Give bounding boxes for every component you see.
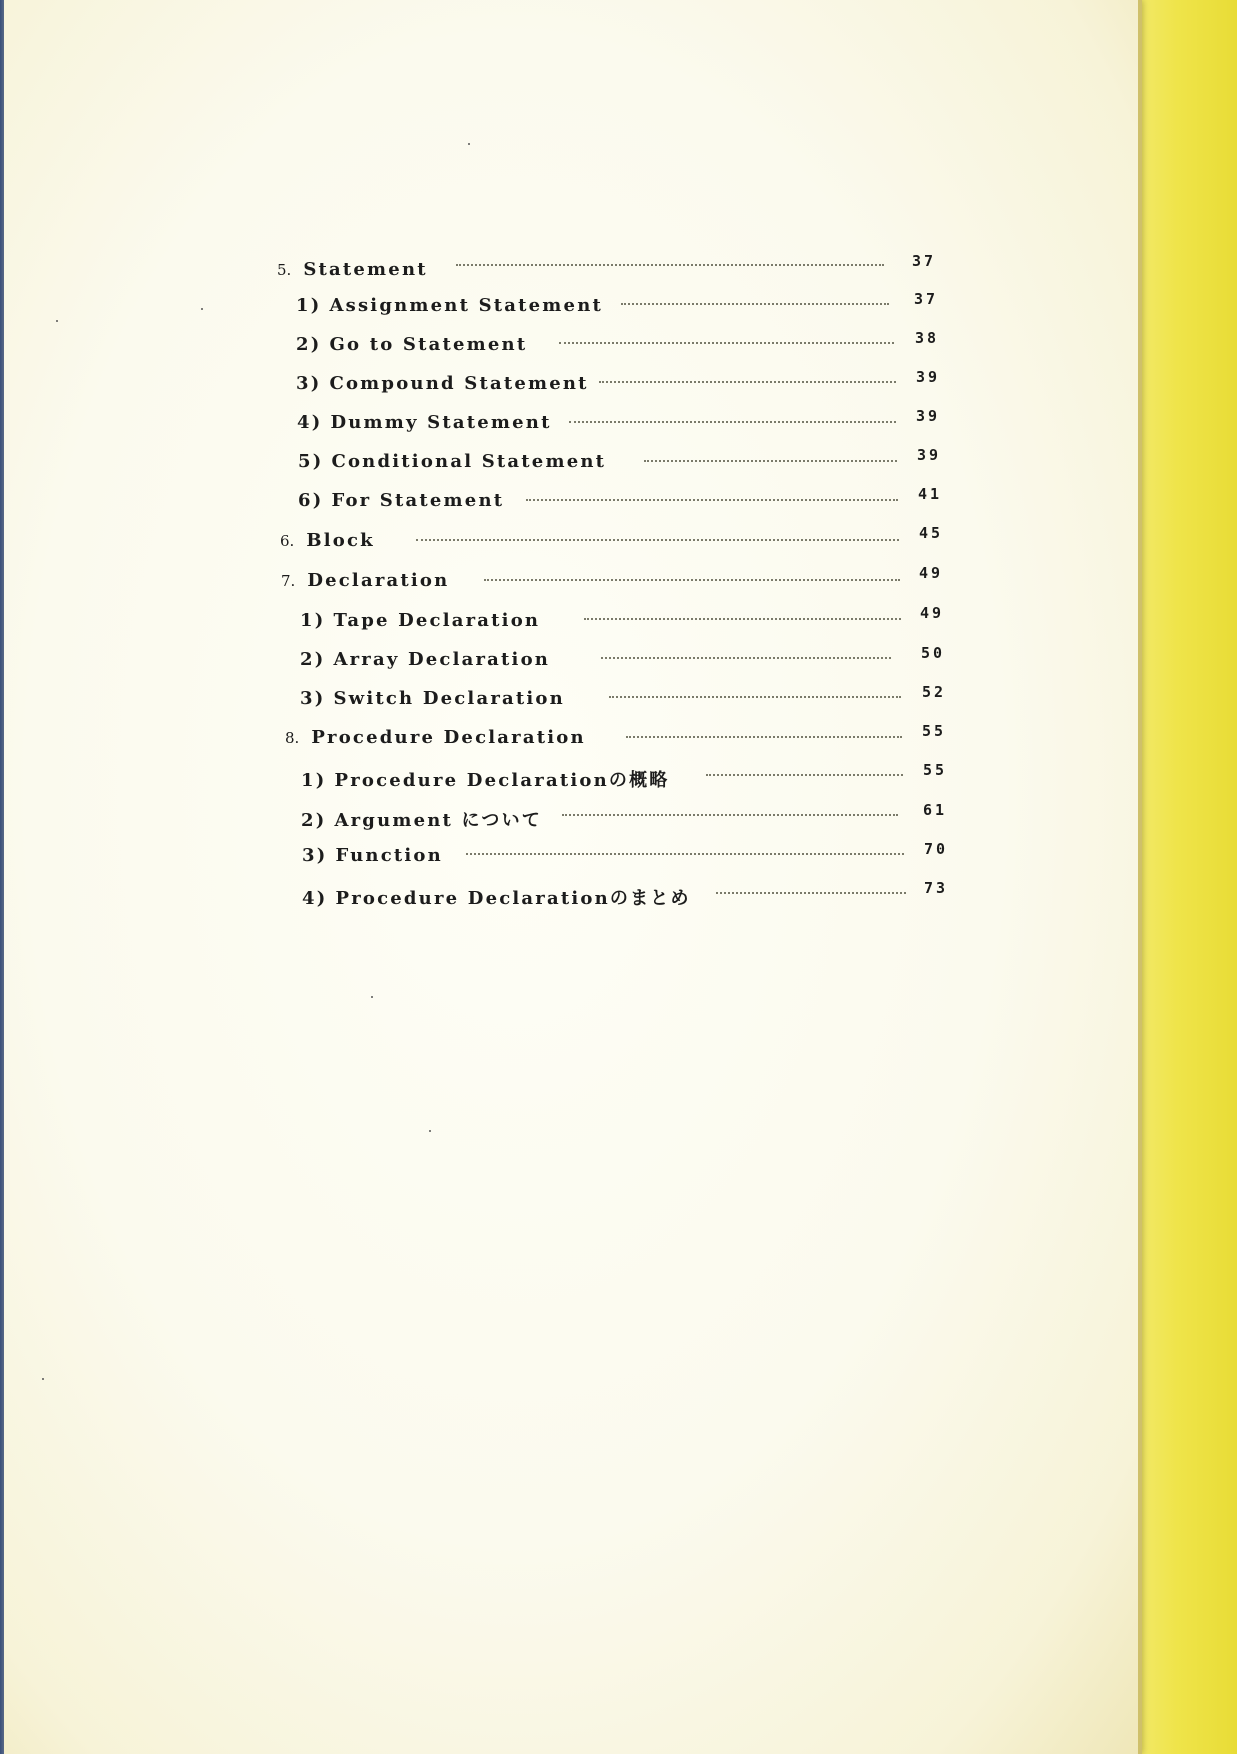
toc-entry-page: 55 bbox=[922, 722, 947, 740]
toc-entry[interactable] bbox=[301, 766, 669, 792]
scan-speck bbox=[468, 143, 470, 145]
toc-entry-number: 3) bbox=[300, 688, 326, 709]
toc-entry[interactable] bbox=[281, 570, 449, 591]
toc-entry-number: 6) bbox=[298, 490, 324, 511]
scan-speck bbox=[429, 1130, 431, 1132]
toc-entry[interactable] bbox=[280, 530, 375, 551]
toc-entry[interactable] bbox=[300, 688, 565, 709]
toc-entry[interactable] bbox=[297, 412, 552, 433]
toc-leader-dots bbox=[569, 419, 896, 423]
toc-entry-title: Block bbox=[306, 530, 375, 551]
toc-entry-page: 38 bbox=[915, 329, 940, 347]
toc-leader-dots bbox=[609, 694, 901, 698]
toc-entry-title: Declaration bbox=[307, 570, 450, 591]
table-of-contents bbox=[4, 0, 1140, 1754]
toc-entry-title: Function bbox=[335, 845, 443, 866]
document-page bbox=[4, 0, 1140, 1754]
toc-entry-title: Tape Declaration bbox=[333, 610, 541, 631]
toc-entry-number: 1) bbox=[300, 610, 326, 631]
toc-entry-title: Dummy Statement bbox=[330, 412, 552, 433]
toc-entry[interactable] bbox=[296, 295, 603, 316]
toc-leader-dots bbox=[466, 851, 904, 855]
toc-leader-dots bbox=[526, 497, 898, 501]
toc-entry-number: 1) bbox=[296, 295, 322, 316]
toc-entry[interactable] bbox=[298, 451, 606, 472]
toc-leader-dots bbox=[716, 890, 906, 894]
toc-entry[interactable] bbox=[296, 334, 527, 355]
toc-entry-page: 70 bbox=[924, 840, 949, 858]
scan-speck bbox=[56, 320, 58, 322]
toc-entry-number: 7. bbox=[281, 572, 296, 590]
toc-entry-page: 52 bbox=[922, 683, 947, 701]
toc-entry-page: 39 bbox=[917, 446, 942, 464]
toc-entry-title: Conditional Statement bbox=[331, 451, 607, 472]
toc-leader-dots bbox=[456, 262, 884, 266]
toc-entry-number: 3) bbox=[296, 373, 322, 394]
toc-entry-page: 49 bbox=[920, 604, 945, 622]
toc-entry[interactable] bbox=[300, 649, 550, 670]
toc-entry-number: 3) bbox=[302, 845, 328, 866]
toc-entry-number: 1) bbox=[301, 770, 327, 791]
toc-entry-page: 73 bbox=[924, 879, 949, 897]
toc-leader-dots bbox=[626, 734, 902, 738]
page-edge bbox=[1138, 0, 1142, 1754]
toc-entry-page: 49 bbox=[919, 564, 944, 582]
toc-entry-number: 2) bbox=[301, 810, 327, 831]
toc-leader-dots bbox=[706, 772, 903, 776]
toc-entry-number: 2) bbox=[296, 334, 322, 355]
toc-leader-dots bbox=[562, 812, 898, 816]
toc-entry-number: 5. bbox=[277, 261, 292, 279]
toc-entry[interactable] bbox=[277, 259, 428, 280]
toc-entry-page: 37 bbox=[912, 252, 937, 270]
toc-entry-title: Procedure Declarationのまとめ bbox=[335, 888, 691, 909]
toc-entry[interactable] bbox=[298, 490, 504, 511]
toc-entry-title: Procedure Declaration bbox=[311, 727, 586, 748]
toc-entry-title: Go to Statement bbox=[329, 334, 528, 355]
toc-leader-dots bbox=[601, 655, 891, 659]
toc-entry-page: 45 bbox=[919, 524, 944, 542]
toc-entry-page: 39 bbox=[916, 368, 941, 386]
toc-entry-title: Switch Declaration bbox=[333, 688, 565, 709]
toc-entry-number: 5) bbox=[298, 451, 324, 472]
toc-entry[interactable] bbox=[302, 845, 443, 866]
toc-entry-title: For Statement bbox=[331, 490, 505, 511]
toc-leader-dots bbox=[559, 340, 894, 344]
toc-entry-number: 2) bbox=[300, 649, 326, 670]
toc-leader-dots bbox=[584, 616, 901, 620]
toc-leader-dots bbox=[416, 537, 899, 541]
toc-entry[interactable] bbox=[296, 373, 589, 394]
scan-speck bbox=[42, 1378, 44, 1380]
toc-entry-page: 50 bbox=[921, 644, 946, 662]
scan-speck bbox=[371, 996, 373, 998]
toc-entry[interactable] bbox=[285, 727, 586, 748]
toc-entry-title: Argument について bbox=[334, 810, 542, 831]
toc-entry-title: Statement bbox=[303, 259, 428, 280]
toc-entry[interactable] bbox=[301, 806, 542, 832]
toc-entry-page: 37 bbox=[914, 290, 939, 308]
toc-entry-page: 41 bbox=[918, 485, 943, 503]
toc-leader-dots bbox=[621, 301, 889, 305]
toc-entry-number: 6. bbox=[280, 532, 295, 550]
toc-entry-number: 4) bbox=[302, 888, 328, 909]
toc-entry-title: Compound Statement bbox=[329, 373, 589, 394]
toc-entry-page: 61 bbox=[923, 801, 948, 819]
toc-entry-page: 39 bbox=[916, 407, 941, 425]
toc-entry[interactable] bbox=[300, 610, 540, 631]
toc-leader-dots bbox=[644, 458, 897, 462]
toc-entry-title: Array Declaration bbox=[333, 649, 551, 670]
toc-entry-number: 8. bbox=[285, 729, 300, 747]
toc-entry-title: Assignment Statement bbox=[329, 295, 604, 316]
toc-leader-dots bbox=[484, 577, 900, 581]
scan-speck bbox=[201, 308, 203, 310]
toc-entry[interactable] bbox=[302, 884, 691, 910]
toc-entry-number: 4) bbox=[297, 412, 323, 433]
toc-entry-title: Procedure Declarationの概略 bbox=[334, 770, 670, 791]
yellow-backing-sheet bbox=[1137, 0, 1237, 1754]
toc-entry-page: 55 bbox=[923, 761, 948, 779]
toc-leader-dots bbox=[599, 379, 896, 383]
